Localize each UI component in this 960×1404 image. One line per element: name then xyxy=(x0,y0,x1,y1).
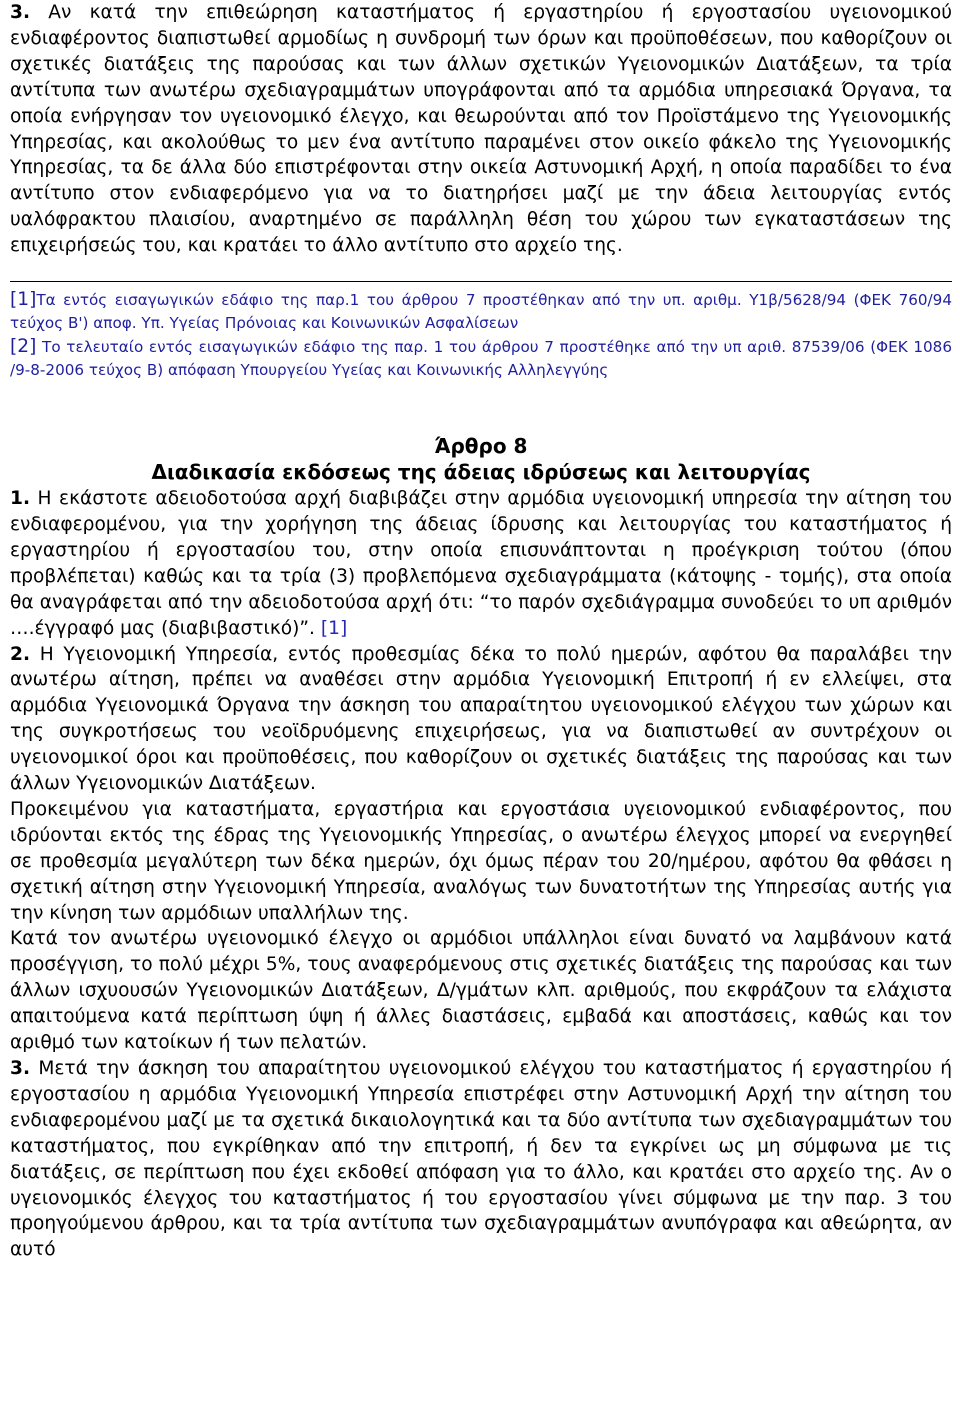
paragraph-2-continued xyxy=(10,797,952,927)
footnote-2-text: Το τελευταίο εντός εισαγωγικών εδάφιο της παρ. 1 του άρθρου 7 προστέθηκε από την υπ αριθ. 87539/06 (ΦΕΚ 1086 /9-8-2006 τεύχος Β) απόφαση Υπουργείου Υγείας και Κοινωνικής Αλληλεγγύης xyxy=(10,338,953,380)
paragraph-3 xyxy=(10,1056,952,1263)
footnote-1-marker[interactable]: [1] xyxy=(10,289,37,311)
paragraph-3-top xyxy=(10,0,952,259)
footnote-2-marker[interactable]: [2] xyxy=(10,336,37,358)
footnote-1-text: Τα εντός εισαγωγικών εδάφιο της παρ.1 του άρθρου 7 προστέθηκαν από την υπ. αριθμ. Υ1β/5628/94 (ΦΕΚ 760/94 τεύχος Β') αποφ. Υπ. Υγείας Πρόνοιας και Κοινωνικών Ασφαλίσεων xyxy=(10,291,952,333)
paragraph-2-number: 2. xyxy=(10,643,31,665)
paragraph-1-footnote-ref[interactable]: [1] xyxy=(320,617,348,639)
paragraph-1-number: 1. xyxy=(10,488,31,510)
footnote-2 xyxy=(10,335,952,382)
paragraph-2 xyxy=(10,642,952,797)
paragraph-1-text: Η εκάστοτε αδειοδοτούσα αρχή διαβιβάζει στην αρμόδια υγειονομική υπηρεσία την αίτηση του ενδιαφερομένου, για την χορήγηση της άδειας ίδρυσης και λειτουργίας του καταστήματος ή εργαστηρίου ή εργοστασίου του, στην οποία επισυνάπτονται η προέγκριση τούτου (όπου προβλέπεται) καθώς και τα τρία (3) προβλεπόμενα σχεδιαγράμματα (κάτοψης - τομής), στα οποία θα αναγράφεται από την αδειοδοτούσα αρχή ότι: “το παρόν σχεδιάγραμμα συνοδεύει το υπ αριθμόν ….έγγραφό μας (διαβιβαστικό)”. xyxy=(10,488,952,639)
paragraph-2-text: Η Υγειονομική Υπηρεσία, εντός προθεσμίας δέκα το πολύ ημερών, αφότου θα παραλάβει την ανωτέρω αίτηση, πρέπει να αναθέσει στην αρμόδια Υγειονομική Επιτροπή ή εν ελλείψει, στα αρμόδια Υγειονομικά Όργανα την άσκηση του απαραίτητου υγειονομικού ελέγχου των χώρων και της συγκροτήσεως του νεοϊδρυόμενης επιχειρήσεως, για να διαπιστωθεί αν συντρέχουν οι υγειονομικοί όροι και προϋποθέσεις, που καθορίζουν οι σχετικές διατάξεις της παρούσας και των άλλων Υγειονομικών Διατάξεων. xyxy=(10,643,952,795)
paragraph-1 xyxy=(10,486,952,641)
footnote-1 xyxy=(10,288,952,335)
paragraph-3-text: Μετά την άσκηση του απαραίτητου υγειονομικού ελέγχου του καταστήματος ή εργαστηρίου ή εργοστασίου η αρμόδια Υγειονομική Υπηρεσία επιστρέφει στην Αστυνομική Αρχή την αίτηση του ενδιαφερομένου μαζί με τα σχετικά δικαιολογητικά και τα δύο αντίτυπα των σχεδιαγραμμάτων του καταστήματος, που εγκρίθηκαν από την επιτροπή, ή δεν τα εγκρίνει ως μη σύμφωνα με τις διατάξεις, σε περίπτωση που έχει εκδοθεί απόφαση για το άλλο, και κρατάει στο αρχείο της. Αν ο υγειονομικός έλεγχος του καταστήματος ή του εργοστασίου γίνει σύμφωνα με την παρ. 3 του προηγούμενου άρθρου, και τα τρία αντίτυπα των σχεδιαγραμμάτων ανυπόγραφα και αθεώρητα, αν αυτό xyxy=(10,1058,952,1261)
article-number: Άρθρο 8 xyxy=(434,434,528,459)
article-title: Διαδικασία εκδόσεως της άδειας ιδρύσεως και λειτουργίας xyxy=(151,460,811,485)
document-page xyxy=(10,0,952,1263)
paragraph-2c-text: Κατά τον ανωτέρω υγειονομικό έλεγχο οι αρμόδιοι υπάλληλοι είναι δυνατό να λαμβάνουν κατά προσέγγιση, το πολύ μέχρι 5%, τους αναφερόμενους στις σχετικές διατάξεις της παρούσας και των άλλων ισχυουσών Υγειονομικών Διατάξεων, Δ/γμάτων κλπ. αριθμούς, που εκφράζουν τα ελάχιστα απαιτούμενα κατά περίπτωση ύψη ή άλλες διαστάσεις, εμβαδά και αποστάσεις, καθώς και τον αριθμό των κατοίκων ή των πελατών. xyxy=(10,928,952,1054)
article-body xyxy=(10,486,952,1263)
paragraph-text: Αν κατά την επιθεώρηση καταστήματος ή εργαστηρίου ή εργοστασίου υγειονομικού ενδιαφέροντος διαπιστωθεί αρμοδίως η συνδρομή των όρων και προϋποθέσεων, που καθορίζουν οι σχετικές διατάξεις της παρούσας και των άλλων σχετικών Υγειονομικών Διατάξεων, τα τρία αντίτυπα των ανωτέρω σχεδιαγραμμάτων υπογράφονται από τα αρμόδια υπηρεσιακά Όργανα, τα οποία ενήργησαν τον υγειονομικό έλεγχο, και θεωρούνται από τον Προϊστάμενο της Υγειονομικής Υπηρεσίας, και ακολούθως το μεν ένα αντίτυπο παραμένει στον οικείο φάκελο της Υγειονομικής Υπηρεσίας, τα δε άλλα δύο επιστρέφονται στην οικεία Αστυνομική Αρχή, η οποία παραδίδει το ένα αντίτυπο στον ενδιαφερόμενο για να το διατηρήσει μαζί με την άδεια λειτουργίας εντός υαλόφρακτου πλαισίου, αναρτημένο σε παράλληλη θέση του χώρου των xyxy=(10,2,952,231)
paragraph-2b-text: Προκειμένου για καταστήματα, εργαστήρια και εργοστάσια υγειονομικού ενδιαφέροντος, που ιδρύονται εκτός της έδρας της Υγειονομικής Υπηρεσίας, ο ανωτέρω έλεγχος μπορεί να ενεργηθεί σε προθεσμία μεγαλύτερη των δέκα ημερών, όχι όμως πέραν του 20/ημέρου, αφότου θα φθάσει η σχετική αίτηση στην Υγειονομική Υπηρεσία, αναλόγως των δυνατοτήτων της Υπηρεσίας αυτής για την κίνηση των αρμόδιων υπαλλήλων της. xyxy=(10,798,952,924)
paragraph-last-line: εγκαταστάσεων της επιχειρήσεώς του, και κρατάει το άλλο αντίτυπο στο αρχείο της. xyxy=(10,209,952,257)
paragraph-2-continued-2 xyxy=(10,926,952,1056)
article-heading xyxy=(10,433,952,485)
paragraph-number: 3. xyxy=(10,2,31,23)
paragraph-3-number: 3. xyxy=(10,1058,31,1079)
footnotes xyxy=(10,281,952,382)
